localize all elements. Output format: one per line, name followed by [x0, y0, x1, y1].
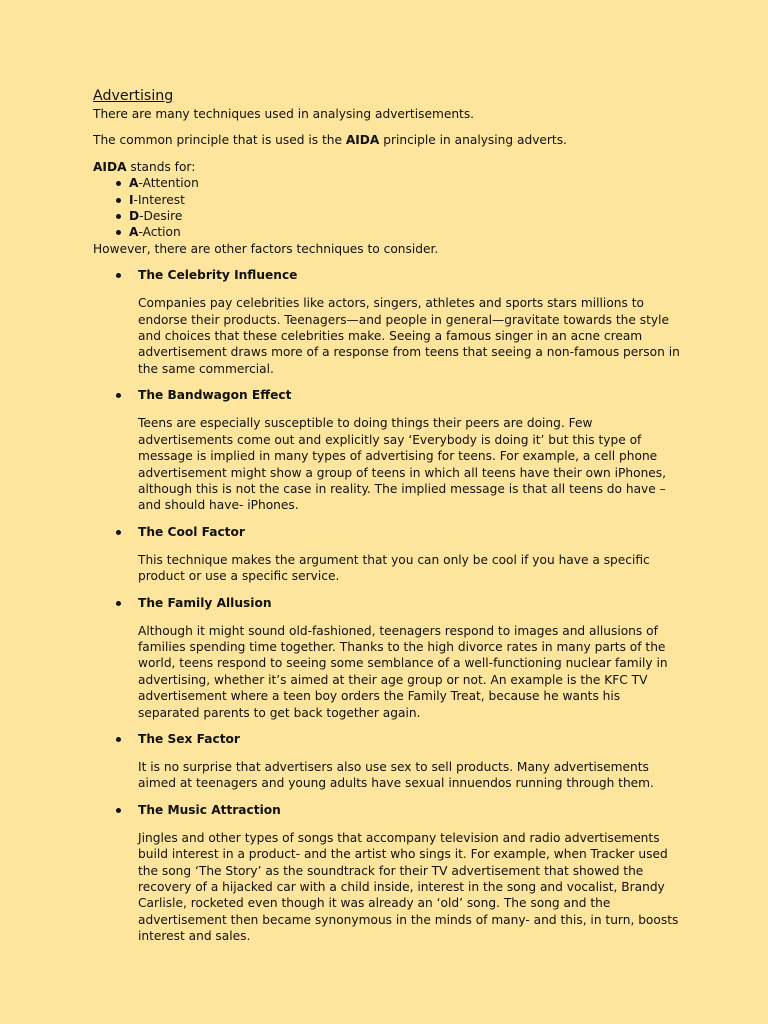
aida-item-desire: [129, 208, 683, 224]
aida-prefix: The common principle that is used is the: [93, 133, 346, 148]
aida-word: -Attention: [138, 176, 199, 191]
aida-label: [93, 159, 683, 175]
factor-family-allusion: [138, 595, 683, 721]
factor-body: Teens are especially susceptible to doing things their peers are doing. Few advertisements come out and explicitly say ‘Everybody is doing it’ but this type of message is implied in many types of advertising for teens. For example, a cell phone advertisement might show a group of teens in which all teens have their own iPhones, although this is not the case in reality. The implied message is that all teens do have – and should have- iPhones.: [138, 416, 667, 513]
factor-music-attraction: [138, 802, 683, 945]
document-title: Advertising: [93, 88, 174, 104]
aida-word: -Desire: [139, 209, 183, 224]
factor-heading: The Celebrity Influence: [138, 267, 683, 284]
other-factors-paragraph: However, there are other factors techniques to consider.: [93, 241, 439, 256]
factor-body: It is no surprise that advertisers also use sex to sell products. Many advertisements aimed at teenagers and young adults have sexual innuendos running through them.: [138, 759, 654, 791]
aida-letter: I: [129, 192, 134, 207]
intro-paragraph: There are many techniques used in analysing advertisements.: [93, 107, 475, 121]
aida-word: -Action: [138, 225, 181, 240]
aida-letter: A: [129, 225, 139, 240]
factor-heading: The Music Attraction: [138, 802, 683, 819]
document-page: [93, 86, 683, 955]
aida-principle-paragraph: [93, 132, 683, 148]
factor-body: Although it might sound old-fashioned, teenagers respond to images and allusions of families spending time together. Thanks to the high divorce rates in many parts of the world, teens respond to seeing some semblance of a well-functioning nuclear family in advertising, whether it’s aimed at their age group or not. An example is the KFC TV advertisement where a teen boy orders the Family Treat, because he wants his separated parents to get back together again.: [138, 623, 668, 720]
factor-heading: The Sex Factor: [138, 731, 683, 748]
factor-body: This technique makes the argument that you can only be cool if you have a specific product or use a specific service.: [138, 552, 650, 584]
factor-sex-factor: [138, 731, 683, 792]
aida-suffix: principle in analysing adverts.: [379, 133, 567, 148]
factors-list: [93, 267, 683, 944]
factor-celebrity-influence: [138, 267, 683, 377]
aida-label-rest: stands for:: [126, 159, 196, 174]
aida-item-action: [129, 224, 683, 240]
factor-heading: The Family Allusion: [138, 595, 683, 612]
aida-letter: D: [129, 209, 140, 224]
aida-item-interest: [129, 192, 683, 208]
factor-bandwagon-effect: [138, 387, 683, 513]
aida-item-attention: [129, 175, 683, 191]
aida-term: AIDA: [345, 133, 380, 148]
aida-label-term: AIDA: [93, 159, 127, 174]
aida-list: [93, 175, 683, 241]
factor-body: Jingles and other types of songs that accompany television and radio advertisements build interest in a product- and the artist who sings it. For example, when Tracker used the song ‘The Story’ as the soundtrack for their TV advertisement that showed the recovery of a hijacked car with a child inside, interest in the song and vocalist, Brandy Carlisle, rocketed even though it was already an ‘old’ song. The song and the advertisement then became synonymous in the minds of many- and this, in turn, boosts interest and sales.: [138, 830, 679, 944]
factor-heading: The Bandwagon Effect: [138, 387, 683, 404]
aida-word: -Interest: [133, 192, 185, 207]
factor-cool-factor: [138, 524, 683, 585]
aida-letter: A: [129, 176, 139, 191]
factor-body: Companies pay celebrities like actors, singers, athletes and sports stars millions to endorse their products. Teenagers—and people in general—gravitate towards the style and choices that these celebrities make. Seeing a famous singer in an acne cream advertisement draws more of a response from teens that seeing a non-famous person in the same commercial.: [138, 296, 680, 376]
factor-heading: The Cool Factor: [138, 524, 683, 541]
